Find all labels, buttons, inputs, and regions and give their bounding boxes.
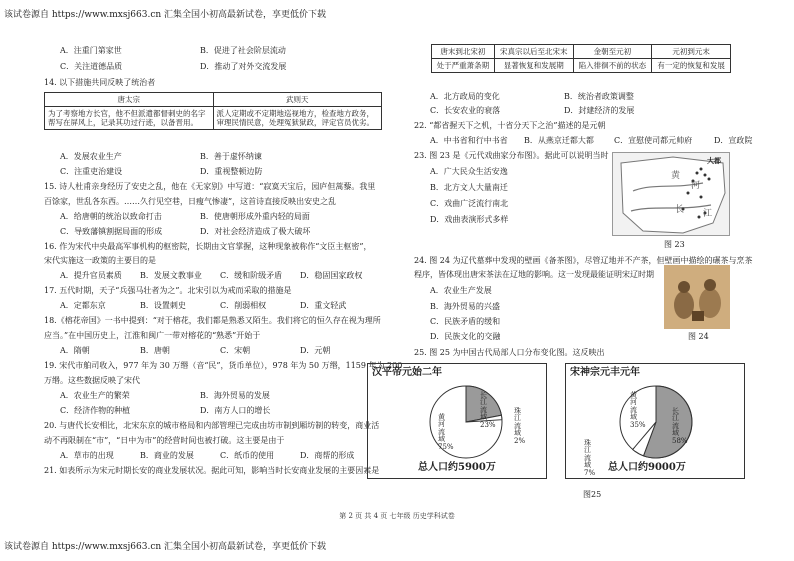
q14-option-b: B．善于虚怀纳谏	[200, 152, 262, 161]
population-pie-charts	[367, 363, 745, 479]
q22-option-c: C．宣慰使司都元帅府	[614, 136, 693, 145]
q13-option-c: C．关注道德品质	[60, 62, 123, 71]
q20-stem-1: 20. 与唐代长安相比，北宋东京的城市格局和内部管理已完成由坊市制到厢坊制的转变，商业活	[44, 421, 380, 430]
q18-option-b: B．唐朝	[140, 346, 170, 355]
q24-stem-2: 程序，皆体现出唐宋茶法在辽地的影响。这一发现最能证明宋辽时期	[414, 270, 654, 279]
q25-stem: 25. 图 25 为中国古代局部人口分布变化图。这反映出	[414, 348, 605, 357]
q20-option-c: C．纸币的使用	[220, 451, 275, 460]
pie2-box	[565, 363, 745, 479]
q23-option-c: C．戏曲广泛流行南北	[430, 199, 509, 208]
q21-option-d: D．封建经济的发展	[564, 106, 635, 115]
q16-option-c: C．缓和阶级矛盾	[220, 271, 283, 280]
q14-cell-2: 派人定期或不定期地巡视地方，检查地方政务，审理民情民意，处理冤狱狱政，评定官员优劣。	[213, 107, 382, 130]
watermark-top: 该试卷源自 https://www.mxsj663.cn 汇集全国小初高最新试卷，享更低价下载	[4, 10, 327, 20]
q14-option-d: D．重视整顿边防	[200, 167, 263, 176]
pie1-label-yangtze: 长江流域 23%	[480, 391, 496, 430]
q24-option-a: A．农业生产发展	[430, 286, 492, 295]
q19-option-b: B．海外贸易的发展	[200, 391, 270, 400]
q14-stem: 14. 以下措施共同反映了统治者	[44, 78, 156, 87]
q21-cell-3: 陷入徘徊不前的状态	[573, 59, 652, 73]
q17-option-b: B．设置刺史	[140, 301, 186, 310]
q16-option-b: B．发展文教事业	[140, 271, 202, 280]
q14-header-2: 武则天	[213, 93, 382, 107]
map-label-jiang: 江	[703, 209, 713, 219]
q18-option-c: C．宋朝	[220, 346, 251, 355]
q19-stem-1: 19. 宋代市舶司收入，977 年为 30 万缗（音“民”，货币单位），978 年为 50 万缗，1159 年为 200	[44, 361, 403, 370]
q16-stem-1: 16. 作为宋代中央最高军事机构的枢密院，长期由文官掌握，这种现象被称作“文臣主枢密”，	[44, 242, 372, 251]
figure-23-caption: 图 23	[664, 240, 685, 249]
q22-stem: 22. “都省握天下之机，十省分天下之治”描述的是元朝	[414, 121, 606, 130]
q24-option-d: D．民族文化的交融	[430, 332, 501, 341]
pie2-label-pearl: 珠江流域 7%	[584, 439, 596, 478]
pie1-title: 汉平帝元始二年	[372, 367, 442, 378]
q21-option-b: B．统治者政策调整	[564, 92, 634, 101]
q18-option-a: A．隋朝	[60, 346, 90, 355]
q15-option-d: D．对社会经济造成了极大破坏	[200, 227, 311, 236]
q21-header-3: 金朝至元初	[573, 45, 652, 59]
q21-header-4: 元初到元末	[652, 45, 731, 59]
q17-stem: 17. 五代时期，天子“兵强马壮者为之”。北宋引以为戒而采取的措施是	[44, 286, 292, 295]
q20-option-d: D．商帮的形成	[300, 451, 355, 460]
map-label-he: 河	[691, 181, 701, 191]
page-footer: 第 2 页 共 4 页 七年级 历史学科试卷	[339, 512, 455, 520]
pie2-title: 宋神宗元丰元年	[570, 367, 640, 378]
pie2-label-yellow: 黄河流域 35%	[630, 391, 646, 430]
q13-option-d: D．推动了对外交流发展	[200, 62, 287, 71]
map-label-chang: 长	[675, 205, 685, 215]
q13-option-a: A．注重门第家世	[60, 46, 122, 55]
q21-header-1: 唐末到北宋初	[432, 45, 495, 59]
q23-option-a: A．广大民众生活安逸	[430, 167, 508, 176]
figure-24-caption: 图 24	[688, 332, 709, 341]
q23-stem: 23. 图 23 是《元代戏曲家分布图》。据此可以说明当时	[414, 151, 609, 160]
q14-option-a: A．发展农业生产	[60, 152, 122, 161]
q21-cell-1: 处于严重萧条期	[432, 59, 495, 73]
q16-option-d: D．稳固国家政权	[300, 271, 363, 280]
q18-stem-1: 18.《榕花帝国》一书中提到：“对于榕花，我们都是熟悉又陌生。我们将它的恒久存在视为理所	[44, 316, 381, 325]
q18-stem-2: 应当。”在中国历史上，江淮和闽广一带对榕花的“熟悉”开始于	[44, 331, 261, 340]
q23-option-b: B．北方文人大量南迁	[430, 183, 508, 192]
q19-stem-2: 万缗。这些数据反映了宋代	[44, 376, 140, 385]
q17-option-c: C．削弱相权	[220, 301, 267, 310]
q15-stem-1: 15. 诗人杜甫亲身经历了安史之乱，他在《无家别》中写道：“寂寞天宝后，园庐但蒿藜。我里	[44, 182, 376, 191]
q22-option-a: A．中书省和行中书省	[430, 136, 508, 145]
q21-option-a: A．北方政局的变化	[430, 92, 500, 101]
yuan-drama-map	[612, 152, 730, 236]
pie1-box	[367, 363, 547, 479]
q14-header-1: 唐太宗	[45, 93, 214, 107]
figure-25-caption: 图25	[583, 490, 602, 499]
map-label-huang: 黄	[671, 171, 681, 181]
q21-table	[431, 44, 731, 73]
q21-stem: 21. 如表所示为宋元时期长安的商业发展状况。据此可知，影响当时长安商业发展的主要因素是	[44, 466, 380, 475]
q24-option-b: B．海外贸易的兴盛	[430, 302, 500, 311]
q14-option-c: C．注重吏治建设	[60, 167, 123, 176]
q17-option-d: D．重文轻武	[300, 301, 347, 310]
q24-stem-1: 24. 图 24 为辽代墓葬中发现的壁画《备茶图》，尽管辽地并不产茶，但壁画中描绘的碾茶与烹茶	[414, 256, 753, 265]
q13-option-b: B．促进了社会阶层流动	[200, 46, 286, 55]
watermark-bottom: 该试卷源自 https://www.mxsj663.cn 汇集全国小初高最新试卷，享更低价下载	[4, 542, 327, 552]
q24-option-c: C．民族矛盾的缓和	[430, 317, 501, 326]
map-label-dadu: 大都	[707, 156, 721, 165]
pie2-label-yangtze: 长江流域 58%	[672, 407, 688, 446]
q20-option-a: A．草市的出现	[60, 451, 114, 460]
q16-stem-2: 宋代实施这一政策的主要目的是	[44, 256, 156, 265]
q16-option-a: A．提升官员素质	[60, 271, 122, 280]
q21-cell-2: 显著恢复和发展期	[494, 59, 573, 73]
q19-option-d: D．南方人口的增长	[200, 406, 271, 415]
q17-option-a: A．定都东京	[60, 301, 106, 310]
q14-cell-1: 为了考察地方长官，他不但派遣都督刺史的名字帮写在屏风上，记录其功过行迹，以备晋用。	[45, 107, 214, 130]
tea-mural-image	[664, 265, 730, 329]
q15-option-b: B．使唐朝形成外重内轻的局面	[200, 212, 310, 221]
q21-header-2: 宋真宗以后至北宋末	[494, 45, 573, 59]
q14-table	[44, 92, 382, 130]
pie2-total: 总人口约9000万	[608, 462, 686, 473]
q20-stem-2: 动不再限制在“市”，“日中为市”的经营时间也被打破。这主要是由于	[44, 436, 285, 445]
q15-option-c: C．导致藩镇割据局面的形成	[60, 227, 163, 236]
q15-stem-2: 百馀家，世乱各东西。……久行见空巷，日瘦气惨凄”，这首诗直接反映出安史之乱	[44, 197, 337, 206]
pie1-label-yellow: 黄河流域 75%	[438, 413, 454, 452]
pie1-label-pearl: 珠江流域 2%	[514, 407, 526, 446]
q19-option-c: C．经济作物的种植	[60, 406, 131, 415]
q22-option-b: B．从燕京迁都大都	[524, 136, 594, 145]
q22-option-d: D．宣政院	[714, 136, 753, 145]
q21-option-c: C．长安农业的衰落	[430, 106, 501, 115]
q20-option-b: B．商业的发展	[140, 451, 194, 460]
q21-cell-4: 有一定的恢复和发展	[652, 59, 731, 73]
q19-option-a: A．农业生产的繁荣	[60, 391, 130, 400]
pie1-total: 总人口约5900万	[418, 462, 496, 473]
q23-option-d: D．戏曲表演形式多样	[430, 215, 509, 224]
q18-option-d: D．元朝	[300, 346, 331, 355]
q15-option-a: A．给唐朝的统治以致命打击	[60, 212, 162, 221]
